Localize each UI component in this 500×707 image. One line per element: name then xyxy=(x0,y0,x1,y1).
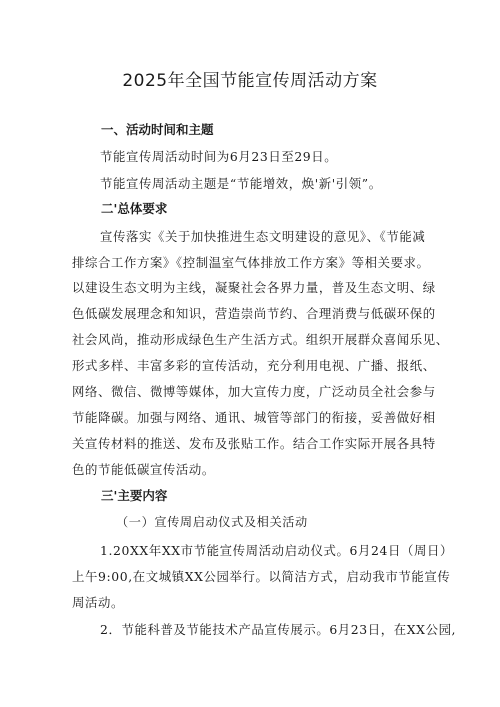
paragraph-line: 以建设生态文明为主线，凝聚社会各界力量，普及生态文明、绿 xyxy=(72,280,436,295)
paragraph-line: 节能宣传周活动时间为6月23日至29日。 xyxy=(100,149,338,164)
section-heading-3: 三'主要内容 xyxy=(101,488,168,503)
paragraph-line: 色的节能低碳宣传活动。 xyxy=(72,462,215,477)
paragraph-line: 宣传落实《关于加快推进生态文明建设的意见》、《节能减 xyxy=(100,229,426,244)
section-heading-1: 一、活动时间和主题 xyxy=(101,122,214,137)
paragraph-line: 色低碳发展理念和知识，营造崇尚节约、合理消费与低碳环保的 xyxy=(72,306,436,321)
paragraph-line: 形式多样、丰富多彩的宣传活动，充分利用电视、广播、报纸、 xyxy=(72,358,436,373)
paragraph-line: 网络、微信、微博等媒体，加大宣传力度，广泛动员全社会参与 xyxy=(72,384,436,399)
paragraph-line: 关宣传材料的推送、发布及张贴工作。结合工作实际开展各具特 xyxy=(72,436,436,451)
paragraph-line: 节能降碳。加强与网络、通讯、城管等部门的衔接，妥善做好相 xyxy=(72,410,436,425)
document-title: 2025年全国节能宣传周活动方案 xyxy=(122,71,378,91)
paragraph-line: 周活动。 xyxy=(72,595,124,610)
section-heading-2: 二'总体要求 xyxy=(101,201,168,216)
subsection-heading: （一）宣传周启动仪式及相关活动 xyxy=(116,515,308,529)
paragraph-line: 排综合工作方案》《控制温室气体排放工作方案》等相关要求。 xyxy=(72,255,430,270)
paragraph-line: 上午9:00,在文城镇XX公园举行。以简洁方式，启动我市节能宣传 xyxy=(72,569,451,584)
paragraph-line: 1.20XX年XX市节能宣传周活动启动仪式。6月24日（周日） xyxy=(100,543,453,558)
paragraph-line: 2．节能科普及节能技术产品宣传展示。6月23日，在XX公园, xyxy=(100,622,457,637)
paragraph-line: 节能宣传周活动主题是“节能增效，焕'新'引领”。 xyxy=(100,176,382,191)
paragraph-line: 社会风尚，推动形成绿色生产生活方式。组织开展群众喜闻乐见、 xyxy=(72,332,449,347)
